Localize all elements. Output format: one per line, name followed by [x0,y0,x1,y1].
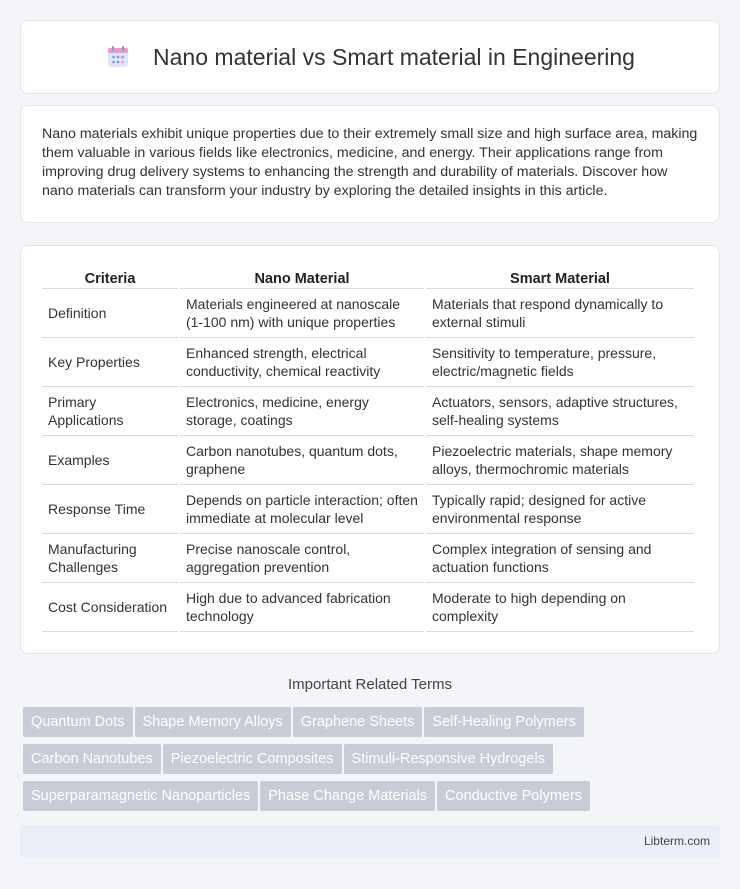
smart-cell: Moderate to high depending on complexity [426,583,694,632]
footer [20,825,720,858]
criteria-cell: Cost Consideration [42,583,178,632]
table-row [42,338,694,387]
page-title: Nano material vs Smart material in Engineering [153,43,635,70]
table-row [42,583,694,632]
nano-cell: Electronics, medicine, energy storage, coatings [180,387,424,436]
smart-cell: Complex integration of sensing and actuation functions [426,534,694,583]
related-term-tag[interactable]: Graphene Sheets [293,707,423,737]
comparison-table [40,265,696,632]
comparison-card [20,245,720,654]
related-terms-title: Important Related Terms [288,676,452,693]
nano-cell: Carbon nanotubes, quantum dots, graphene [180,436,424,485]
smart-cell: Sensitivity to temperature, pressure, electric/magnetic fields [426,338,694,387]
intro-text: Nano materials exhibit unique properties due to their extremely small size and high surface area, making them valuable in various fields like electronics, medicine, and energy. Their applications range from improving drug delivery systems to enhancing the strength and durability of materials. Discover how nano materials can transform your industry by exploring the detailed insights in this article. [42,126,698,199]
header-nano-material: Nano Material [180,265,424,289]
nano-cell: Enhanced strength, electrical conductivity, chemical reactivity [180,338,424,387]
smart-cell: Materials that respond dynamically to external stimuli [426,289,694,338]
nano-cell: Materials engineered at nanoscale (1-100 nm) with unique properties [180,289,424,338]
footer-site-link[interactable]: Libterm.com [643,834,710,848]
nano-cell: High due to advanced fabrication technology [180,583,424,632]
nano-cell: Precise nanoscale control, aggregation prevention [180,534,424,583]
related-term-tag[interactable]: Stimuli-Responsive Hydrogels [344,744,553,774]
table-row [42,387,694,436]
table-header-row [42,265,694,289]
page-header [20,20,720,94]
header-criteria: Criteria [42,265,178,289]
calendar-grid-icon [105,44,131,70]
criteria-cell: Examples [42,436,178,485]
criteria-cell: Manufacturing Challenges [42,534,178,583]
related-term-tag[interactable]: Shape Memory Alloys [135,707,291,737]
criteria-cell: Definition [42,289,178,338]
table-row [42,436,694,485]
smart-cell: Piezoelectric materials, shape memory alloys, thermochromic materials [426,436,694,485]
table-row [42,485,694,534]
related-term-tag[interactable]: Piezoelectric Composites [163,744,342,774]
related-term-tag[interactable]: Quantum Dots [23,707,133,737]
criteria-cell: Response Time [42,485,178,534]
smart-cell: Typically rapid; designed for active environmental response [426,485,694,534]
related-term-tag[interactable]: Superparamagnetic Nanoparticles [23,781,258,811]
related-term-tag[interactable]: Carbon Nanotubes [23,744,161,774]
smart-cell: Actuators, sensors, adaptive structures, self-healing systems [426,387,694,436]
related-term-tag[interactable]: Self-Healing Polymers [424,707,583,737]
related-term-tag[interactable]: Conductive Polymers [437,781,590,811]
criteria-cell: Key Properties [42,338,178,387]
related-terms-list [23,707,723,818]
table-row [42,289,694,338]
related-term-tag[interactable]: Phase Change Materials [260,781,435,811]
nano-cell: Depends on particle interaction; often immediate at molecular level [180,485,424,534]
criteria-cell: Primary Applications [42,387,178,436]
intro-card [20,105,720,223]
table-row [42,534,694,583]
header-smart-material: Smart Material [426,265,694,289]
